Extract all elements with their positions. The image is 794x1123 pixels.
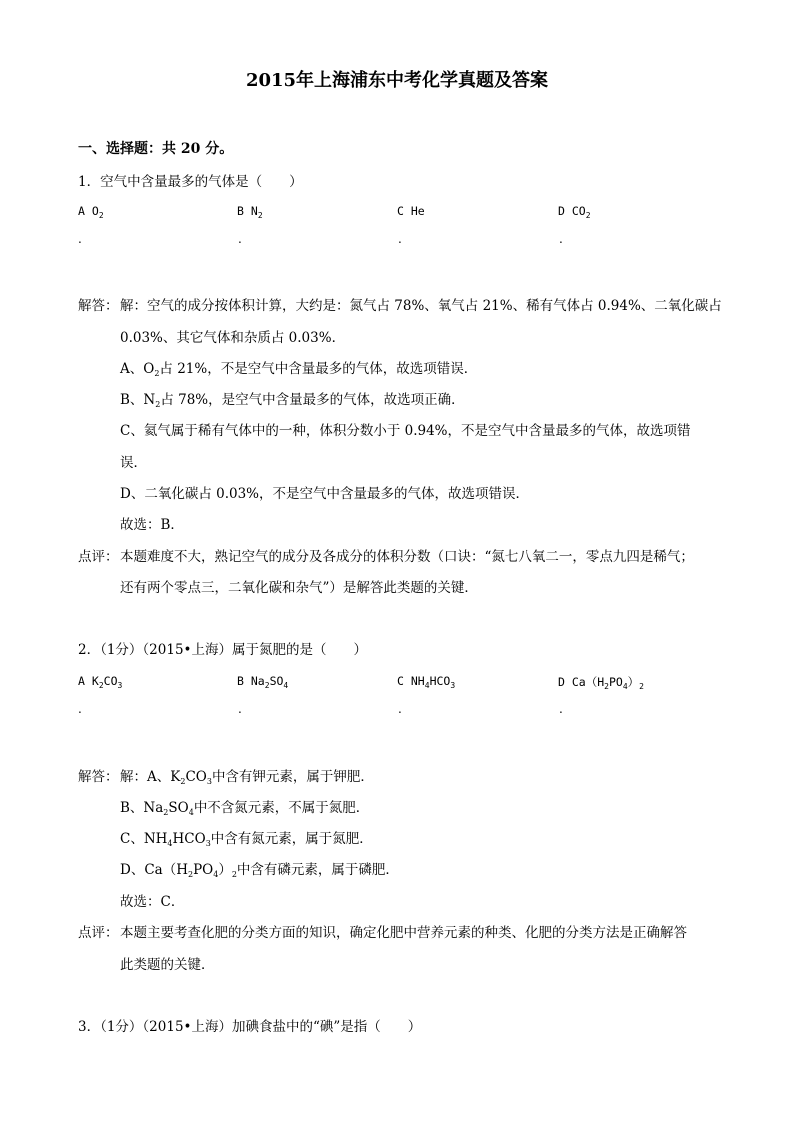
q1-comment-cont: 还有两个零点三，二氧化碳和杂气”）是解答此类题的关键． (120, 580, 478, 596)
q1-analysis-b: B、$N_2$占 78%，是空气中含量最多的气体，故选项正确． (120, 392, 465, 409)
q2-option-dot: . (78, 702, 82, 716)
q1-answer-label: 解答： (78, 298, 119, 314)
q1-option-dot: . (78, 232, 82, 246)
q2-comment-label: 点评： (78, 925, 119, 941)
q1-choice: 故选：B． (120, 517, 184, 533)
q1-option-b: B $N_2$ (237, 204, 263, 220)
section-heading: 一、选择题：共 20 分。 (78, 141, 234, 157)
question-3-stem: 3．（1分）（2015•上海）加碘食盐中的“碘”是指（ ） (78, 1019, 422, 1035)
q2-option-d: D $Ca(H_2PO_4)_2$ (558, 675, 644, 691)
q1-analysis-a: A、$O_2$占 21%，不是空气中含量最多的气体，故选项错误． (120, 361, 478, 378)
q1-comment-label: 点评： (78, 549, 119, 565)
q1-option-dot: . (398, 232, 402, 246)
q1-analysis-c: C、氦气属于稀有气体中的一种，体积分数小于 0.94%，不是空气中含量最多的气体，故选项错 (120, 423, 691, 439)
q2-answer-label: 解答： (78, 769, 119, 785)
q1-option-dot: . (238, 232, 242, 246)
q2-comment: 本题主要考查化肥的分类方面的知识，确定化肥中营养元素的种类、化肥的分类方法是正确解答 (120, 925, 687, 941)
q2-option-dot: . (559, 702, 563, 716)
q1-option-d: D $CO_2$ (558, 204, 591, 220)
q2-choice: 故选：C． (120, 894, 185, 910)
q1-answer-cont: 0.03%、其它气体和杂质占 0.03%． (120, 330, 346, 346)
question-2-stem: 2．（1分）（2015•上海）属于氮肥的是（ ） (78, 642, 367, 658)
q1-option-a: A $O_2$ (78, 204, 104, 220)
q1-option-c: C He (397, 204, 425, 218)
question-1-stem: 1．空气中含量最多的气体是（ ） (78, 174, 303, 190)
q1-analysis-c-cont: 误． (120, 455, 147, 471)
page-title: 2015年上海浦东中考化学真题及答案 (245, 70, 549, 91)
q2-option-b: B $Na_2SO_4$ (237, 674, 289, 690)
q1-comment: 本题难度不大，熟记空气的成分及各成分的体积分数（口诀：“氮七八氧二一，零点九四是稀气； (120, 549, 694, 565)
q2-analysis-a: 解：A、$K_2CO_3$中含有钾元素，属于钾肥． (120, 769, 374, 786)
q1-answer-lead: 解：空气的成分按体积计算，大约是：氮气占 78%、氧气占 21%、稀有气体占 0.94%、二氧化碳占 (120, 298, 722, 314)
q2-analysis-c: C、$NH_4HCO_3$中含有氮元素，属于氮肥． (120, 831, 373, 848)
q2-option-dot: . (238, 702, 242, 716)
q2-analysis-d: D、$Ca(H_2PO_4)_2$中含有磷元素，属于磷肥． (120, 862, 399, 879)
q2-option-dot: . (398, 702, 402, 716)
q2-option-a: A $K_2CO_3$ (78, 674, 123, 690)
q2-comment-cont: 此类题的关键． (120, 957, 215, 973)
q1-analysis-d: D、二氧化碳占 0.03%，不是空气中含量最多的气体，故选项错误． (120, 486, 530, 502)
q2-option-c: C $NH_4HCO_3$ (397, 674, 456, 690)
q1-option-dot: . (559, 232, 563, 246)
q2-analysis-b: B、$Na_2SO_4$中不含氮元素，不属于氮肥． (120, 800, 370, 817)
